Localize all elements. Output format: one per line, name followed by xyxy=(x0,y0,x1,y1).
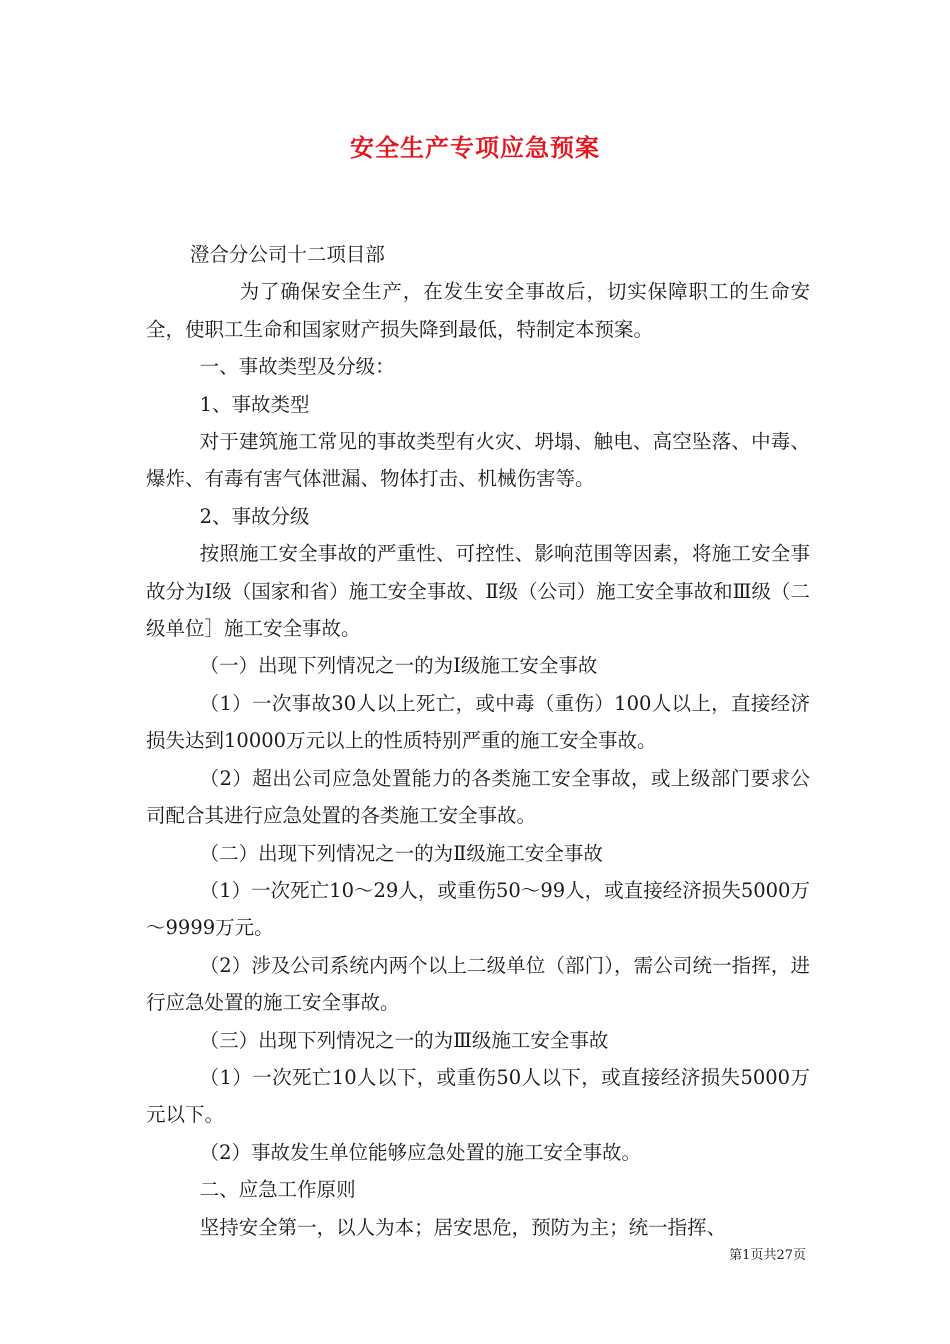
section-heading: 一、事故类型及分级： xyxy=(199,355,395,379)
list-item: （1）一次死亡10～29人，或重伤50～99人，或直接经济损失5000万～9999万元。 xyxy=(146,878,810,940)
paragraph: 为了确保安全生产，在发生安全事故后，切实保障职工的生命安全，使职工生命和国家财产损失降到最低，特制定本预案。 xyxy=(146,280,810,341)
list-item: （1）一次事故30人以上死亡，或中毒（重伤）100人以上，直接经济损失达到10000万元以上的性质特别严重的施工安全事故。 xyxy=(146,691,810,753)
paragraph: 坚持安全第一，以人为本；居安思危，预防为主；统一指挥、 xyxy=(199,1215,727,1239)
list-item: （2）事故发生单位能够应急处置的施工安全事故。 xyxy=(199,1140,642,1164)
list-item: （2）涉及公司系统内两个以上二级单位（部门），需公司统一指挥，进行应急处置的施工安全事故。 xyxy=(146,953,810,1015)
section-heading: 二、应急工作原则 xyxy=(199,1178,356,1202)
list-heading: （二）出现下列情况之一的为Ⅱ级施工安全事故 xyxy=(199,841,603,865)
document-title: 安全生产专项应急预案 xyxy=(350,133,600,162)
list-item: （2）超出公司应急处置能力的各类施工安全事故，或上级部门要求公司配合其进行应急处置的各类施工安全事故。 xyxy=(146,766,810,828)
document-body xyxy=(146,236,810,1246)
paragraph: 对于建筑施工常见的事故类型有火灾、坍塌、触电、高空坠落、中毒、爆炸、有毒有害气体泄漏、物体打击、机械伤害等。 xyxy=(146,430,810,491)
subsection-heading: 1、事故类型 xyxy=(199,392,310,416)
page-number: 第1页共27页 xyxy=(729,1248,806,1263)
paragraph: 按照施工安全事故的严重性、可控性、影响范围等因素，将施工安全事故分为Ⅰ级（国家和省）施工安全事故、Ⅱ级（公司）施工安全事故和Ⅲ级（二级单位］施工安全事故。 xyxy=(146,542,810,641)
list-heading: （三）出现下列情况之一的为Ⅲ级施工安全事故 xyxy=(199,1028,609,1052)
list-heading: （一）出现下列情况之一的为Ⅰ级施工安全事故 xyxy=(199,654,598,678)
list-item: （1）一次死亡10人以下，或重伤50人以下，或直接经济损失5000万元以下。 xyxy=(146,1065,810,1127)
organization-line: 澄合分公司十二项目部 xyxy=(189,243,385,266)
subsection-heading: 2、事故分级 xyxy=(199,504,310,528)
